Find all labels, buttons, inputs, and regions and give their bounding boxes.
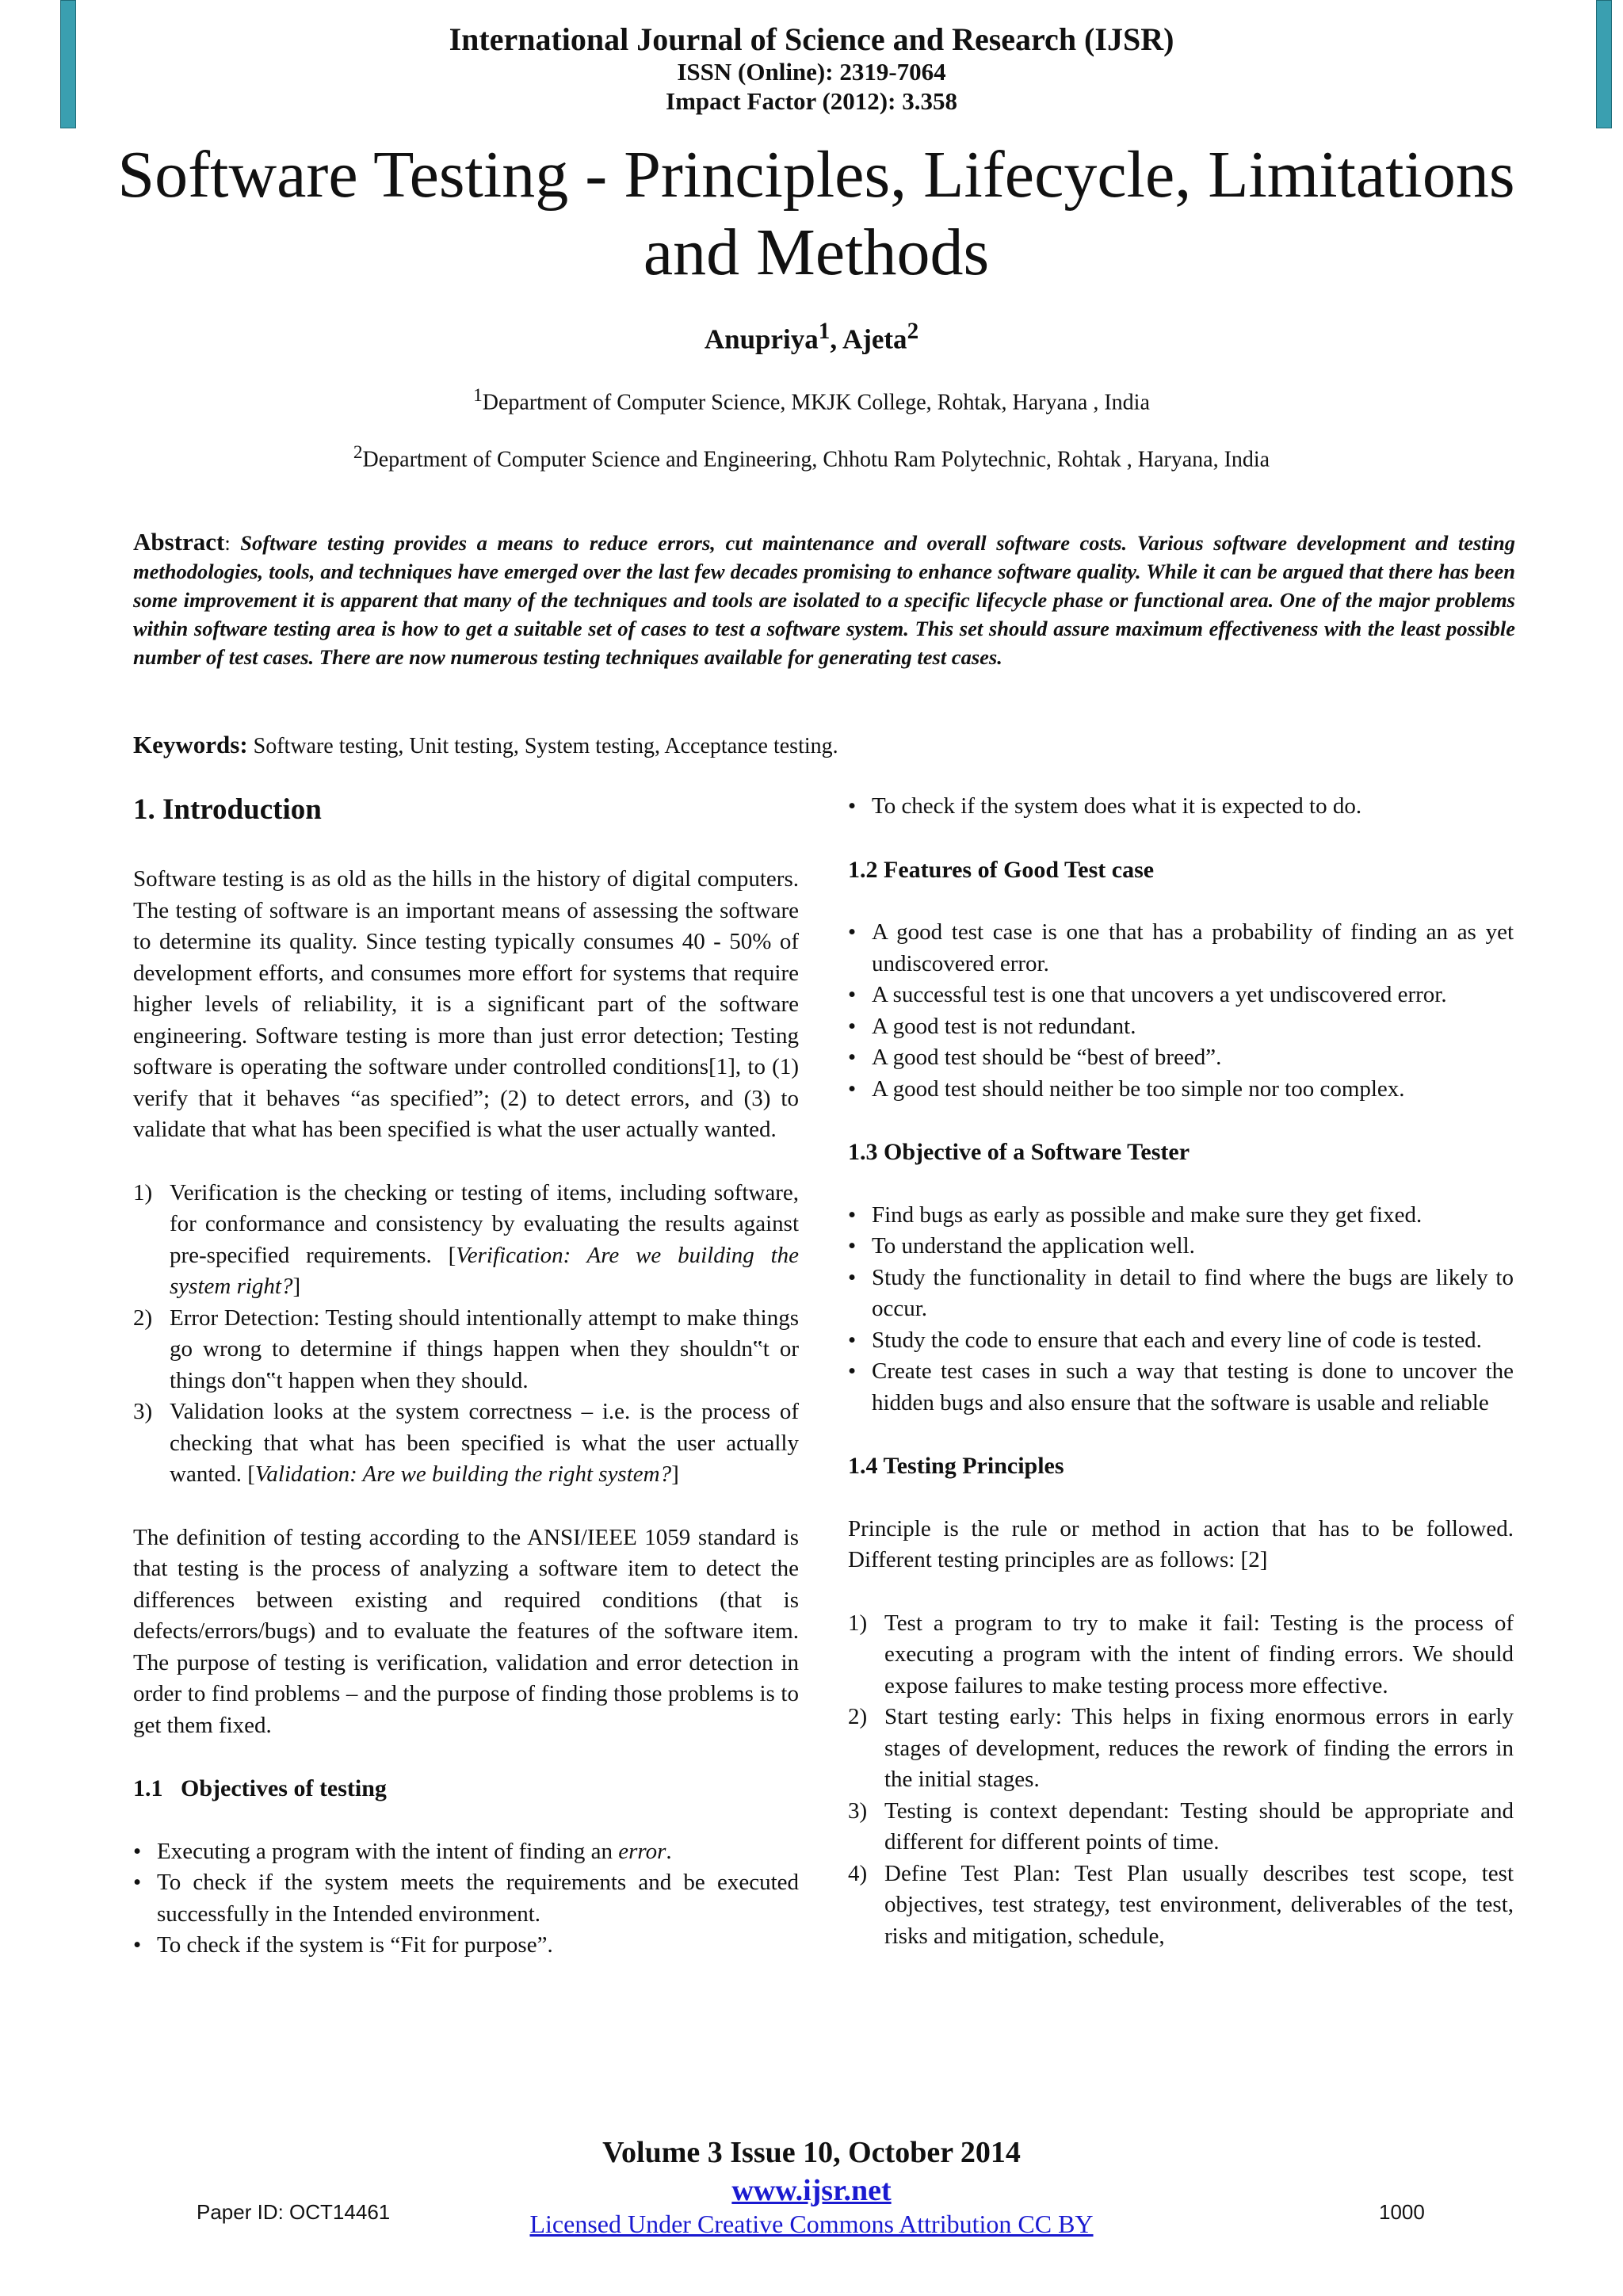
bullet-icon: •: [848, 1327, 857, 1353]
intro-list: [133, 1178, 799, 1491]
section-tester-heading: 1.3 Objective of a Software Tester: [848, 1139, 1190, 1165]
footer-paper-id: Paper ID: OCT14461: [197, 2200, 391, 2224]
list-item: [848, 1263, 1514, 1325]
affiliation-1: [0, 385, 1623, 415]
list-item: [133, 1867, 799, 1930]
intro-paragraph-2: The definition of testing according to the ANSI/IEEE 1059 standard is that testing is the process of analyzing a software item to detect the differences between existing and required conditions (that is defects/errors/bugs) and to evaluate the features of the software item. The purpose of testing is verification, validation and error detection in order to find problems – and the purpose of finding those problems is to get them fixed.: [133, 1524, 799, 1738]
abstract-text: Software testing provides a means to reduce errors, cut maintenance and overall software costs. Various software development and testing methodologies, tools, and techniques have emerged over the last few decades promising to enhance software quality. While it can be argued that there has been some improvement it is apparent that many of the techniques and tools are isolated to a specific lifecycle phase or functional area. One of the major problems within software testing area is how to get a suitable set of cases to test a software system. This set should assure maximum effectiveness with the least possible number of test cases. There are now numerous testing techniques available for generating test cases.: [133, 531, 1515, 669]
author-2-affil-marker: 2: [907, 319, 919, 344]
section-principles-heading: 1.4 Testing Principles: [848, 1453, 1064, 1479]
list-item-closing: ]: [292, 1274, 301, 1299]
list-item: [848, 1608, 1514, 1702]
list-item-text: Start testing early: This helps in fixing enormous errors in early stages of development, reduces the rework of finding the errors in the initial stages.: [884, 1704, 1514, 1792]
list-number: 4): [848, 1860, 868, 1886]
objectives-list: [133, 1836, 799, 1962]
list-item-italic: error: [618, 1838, 666, 1864]
footer-volume: Volume 3 Issue 10, October 2014: [602, 2136, 1021, 2169]
principles-list: [848, 1608, 1514, 1953]
list-item-text: To check if the system is “Fit for purpose”.: [157, 1932, 553, 1958]
right-column: [848, 791, 1514, 1952]
list-item: [848, 1796, 1514, 1859]
journal-issn: ISSN (Online): 2319-7064: [677, 58, 946, 86]
affiliation-2-text: Department of Computer Science and Engineering, Chhotu Ram Polytechnic, Rohtak , Haryana, India: [362, 447, 1270, 472]
list-item: [848, 1325, 1514, 1357]
list-item-text: Verification is the checking or testing of items, including software, for conformance and consistency by evaluating the results against pre-specified requirements. [: [170, 1179, 799, 1268]
keywords-label: Keywords:: [133, 731, 248, 758]
list-item-text: Testing is context dependant: Testing should be appropriate and different for different points of time.: [884, 1797, 1514, 1855]
list-item: [848, 1011, 1514, 1043]
list-item: [133, 1178, 799, 1303]
list-item-italic: Validation: Are we building the right system?: [254, 1461, 672, 1487]
list-item: [133, 1396, 799, 1491]
authors: [0, 319, 1623, 356]
objectives-list-continued: [848, 791, 1514, 823]
footer-license-link[interactable]: Licensed Under Creative Commons Attribution CC BY: [529, 2210, 1094, 2238]
bullet-icon: •: [133, 1838, 142, 1864]
bullet-icon: •: [848, 1075, 857, 1102]
list-number: 1): [133, 1179, 153, 1205]
bullet-icon: •: [133, 1870, 142, 1895]
section-features-heading: 1.2 Features of Good Test case: [848, 856, 1155, 883]
list-item-text: A good test is not redundant.: [872, 1013, 1136, 1039]
affiliation-2: [0, 442, 1623, 472]
list-item-text: Study the code to ensure that each and every line of code is tested.: [872, 1327, 1482, 1353]
affiliation-1-text: Department of Computer Science, MKJK College, Rohtak, Haryana , India: [482, 390, 1150, 415]
author-2: Ajeta: [842, 323, 907, 355]
list-item-text: Find bugs as early as possible and make sure they get fixed.: [872, 1201, 1423, 1228]
affiliation-2-marker: 2: [353, 442, 363, 463]
journal-impact-factor: Impact Factor (2012): 3.358: [666, 86, 957, 115]
journal-header: [0, 21, 1623, 116]
tester-list: [848, 1200, 1514, 1419]
list-item: [848, 980, 1514, 1011]
intro-paragraph-1: Software testing is as old as the hills in the history of digital computers. The testing of software is an important means of assessing the software to determine its quality. Since testing typically consumes 40 - 50% of development efforts, and consumes more effort for systems that require higher levels of reliability, it is a significant part of the software engineering. Software testing is more than just error detection; Testing software is operating the software under controlled conditions[1], to (1) verify that it behaves “as specified”; (2) to detect errors, and (3) to validate that what has been specified is what the user actually wanted.: [133, 866, 799, 1142]
bullet-icon: •: [848, 1233, 857, 1259]
list-item-text: Test a program to try to make it fail: Testing is the process of executing a program with the intent of finding errors. We should expose failures to make testing process more effective.: [884, 1610, 1514, 1698]
abstract-label: Abstract: [133, 528, 225, 556]
footer-website-link[interactable]: www.ijsr.net: [731, 2174, 892, 2207]
list-item: [848, 1074, 1514, 1106]
list-number: 3): [133, 1399, 153, 1424]
list-item-text: Executing a program with the intent of finding an: [157, 1838, 619, 1864]
footer-page-number: 1000: [1379, 2200, 1425, 2224]
bullet-icon: •: [848, 1013, 857, 1039]
bullet-icon: •: [848, 1358, 857, 1384]
list-item-text: Define Test Plan: Test Plan usually describes test scope, test objectives, test strategy, test environment, deliverables of the test, risks and mitigation, schedule,: [884, 1860, 1514, 1949]
list-item: [133, 1303, 799, 1397]
list-item: [848, 1356, 1514, 1419]
features-list: [848, 917, 1514, 1105]
list-item: [133, 1836, 799, 1868]
list-item-text: Error Detection: Testing should intentionally attempt to make things go wrong to determine if things happen when they shouldn‟t or things don‟t happen when they should.: [170, 1305, 799, 1393]
principles-intro: Principle is the rule or method in action that has to be followed. Different testing principles are as follows: [2]: [848, 1515, 1514, 1572]
bullet-icon: •: [848, 793, 857, 819]
bullet-icon: •: [848, 982, 857, 1007]
list-item: [133, 1930, 799, 1962]
bullet-icon: •: [848, 1045, 857, 1070]
list-item-text: To check if the system does what it is expected to do.: [872, 793, 1362, 819]
keywords-text: Software testing, Unit testing, System testing, Acceptance testing.: [253, 734, 838, 758]
author-1: Anupriya: [704, 323, 819, 355]
list-item-text: Validation looks at the system correctness – i.e. is the process of checking that what has been specified is what the user actually wanted. [: [170, 1399, 799, 1487]
list-item-text: A successful test is one that uncovers a yet undiscovered error.: [872, 982, 1447, 1007]
list-item-text: A good test should neither be too simple nor too complex.: [872, 1075, 1405, 1102]
paper-title: Software Testing - Principles, Lifecycle, Limitations and Methods: [117, 138, 1515, 289]
list-item: [848, 1702, 1514, 1796]
left-column: [133, 791, 799, 1962]
list-item: [848, 1042, 1514, 1074]
journal-name: International Journal of Science and Research (IJSR): [449, 21, 1174, 57]
list-number: 3): [848, 1797, 868, 1824]
list-item: [848, 917, 1514, 980]
bullet-icon: •: [848, 1264, 857, 1290]
section-introduction-heading: 1. Introduction: [133, 793, 322, 826]
bullet-icon: •: [848, 919, 857, 945]
list-number: 1): [848, 1610, 868, 1636]
author-1-affil-marker: 1: [818, 319, 831, 344]
list-number: 2): [133, 1305, 153, 1331]
list-item-text: Study the functionality in detail to find where the bugs are likely to occur.: [872, 1264, 1514, 1321]
bullet-icon: •: [848, 1201, 857, 1228]
list-item-text: To understand the application well.: [872, 1233, 1195, 1259]
list-item: [848, 791, 1514, 823]
list-item-italic: Verification: Are we building the system right?: [170, 1242, 799, 1299]
affiliation-1-marker: 1: [473, 385, 483, 406]
list-item: [848, 1859, 1514, 1953]
keywords: [133, 731, 1515, 759]
bullet-icon: •: [133, 1932, 142, 1958]
list-number: 2): [848, 1704, 868, 1729]
author-separator: ,: [830, 323, 842, 355]
list-item-closing: .: [666, 1838, 672, 1864]
list-item-text: A good test should be “best of breed”.: [872, 1045, 1222, 1070]
abstract: Abstract: Software testing provides a means to reduce errors, cut maintenance and overall software costs. Various software development and testing methodologies, tools, and techniques have emerged over the last few decades promising to enhance software quality. While it can be argued that there has been some improvement it is apparent that many of the techniques and tools are isolated to a specific lifecycle phase or functional area. One of the major problems within software testing area is how to get a suitable set of cases to test a software system. This set should assure maximum effectiveness with the least possible number of test cases. There are now numerous testing techniques available for generating test cases.: [133, 528, 1515, 669]
section-objectives-heading: 1.1 Objectives of testing: [133, 1775, 387, 1801]
list-item-text: To check if the system meets the requirements and be executed successfully in the Intended environment.: [157, 1870, 799, 1927]
list-item-text: Create test cases in such a way that testing is done to uncover the hidden bugs and also ensure that the software is usable and reliable: [872, 1358, 1514, 1415]
list-item-closing: ]: [671, 1461, 679, 1487]
list-item: [848, 1200, 1514, 1232]
list-item: [848, 1231, 1514, 1263]
list-item-text: A good test case is one that has a probability of finding an as yet undiscovered error.: [872, 919, 1514, 976]
